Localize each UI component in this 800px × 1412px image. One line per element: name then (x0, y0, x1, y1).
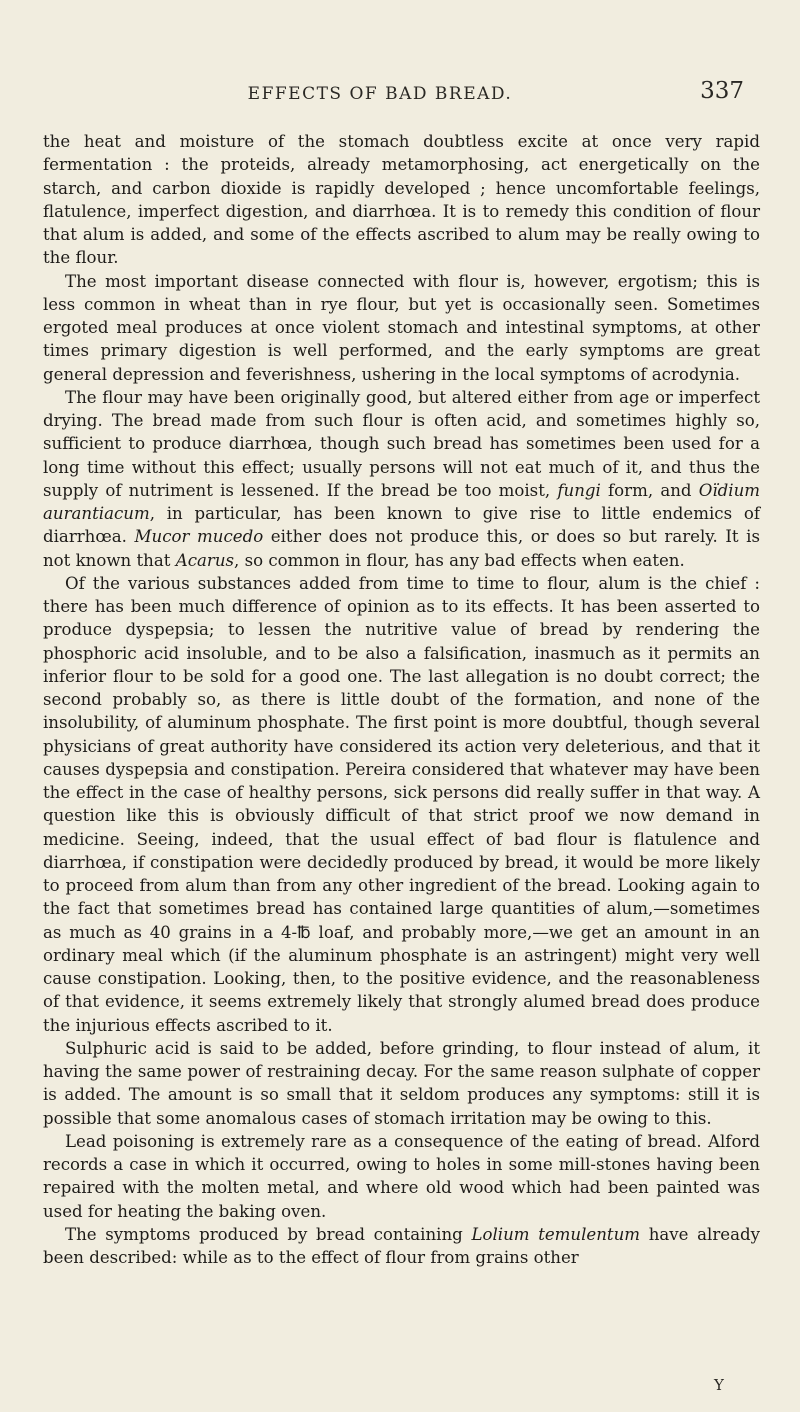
italic-text-run: Oïdium aurantiacum (43, 480, 760, 523)
text-run: , in particular, has been known to give rise to little endemics of diarrhœa. (43, 504, 760, 547)
italic-text-run: Lolium temulentum (471, 1224, 641, 1244)
running-title: EFFECTS OF BAD BREAD. (247, 84, 513, 104)
text-run: form, and (600, 480, 699, 500)
italic-text-run: fungi (557, 480, 601, 500)
body-text (43, 130, 760, 1269)
italic-text-run: Acarus (175, 550, 235, 570)
paragraph-6 (43, 1130, 760, 1223)
text-run: , so common in flour, has any bad effects when eaten. (234, 550, 685, 570)
paragraph-7 (43, 1223, 760, 1270)
paragraph-1 (43, 130, 760, 270)
text-run: The symptoms produced by bread containing (65, 1224, 472, 1244)
text-run: the heat and moisture of the stomach doubtless excite at once very rapid fermentation : the proteids, already metamorphosing, act energetically on the starch, and carbon dioxide is rapidly developed ; hence uncomfortable feelings, flatulence, imperfect digestion, and diarrhœa. It is to remedy this condition of flour that alum is added, and some of the effects ascribed to alum may be really owing to the flour. (43, 132, 760, 268)
text-run: Sulphuric acid is said to be added, before grinding, to flour instead of alum, it having the same power of restraining decay. For the same reason sulphate of copper is added. The amount is so small that it seldom produces any symptoms: still it is possible that some anomalous cases of stomach irritation may be owing to this. (43, 1038, 760, 1128)
paragraph-5 (43, 1037, 760, 1130)
text-run: either does not produce this, or does so but rarely. It is not known that (43, 527, 760, 570)
paragraph-3 (43, 386, 760, 572)
text-run: have already been described: while as to the effect of flour from grains other (43, 1224, 761, 1267)
signature-mark: Y (714, 1376, 724, 1394)
text-run: The most important disease connected with flour is, however, ergotism; this is less common in wheat than in rye flour, but yet is occasionally seen. Sometimes ergoted meal produces at once violent stomach and intestinal symptoms, at other times primary digestion is well performed, and the early symptoms are great general depression and feverishness, ushering in the local symptoms of acrodynia. (43, 271, 760, 384)
text-run: Lead poisoning is extremely rare as a consequence of the eating of bread. Alford records a case in which it occurred, owing to holes in some mill-stones having been repaired with the molten metal, and where old wood which had been painted was used for heating the baking oven. (43, 1131, 760, 1221)
paragraph-4 (43, 572, 760, 1037)
page-number: 337 (700, 78, 744, 104)
italic-text-run: Mucor mucedo (134, 527, 264, 547)
paragraph-2 (43, 270, 760, 386)
text-run: The flour may have been originally good, but altered either from age or imperfect drying. The bread made from such flour is often acid, and sometimes highly so, sufficient to produce diarrhœa, though such bread has sometimes been used for a long time without this effect; usually persons will not eat much of it, and thus the supply of nutriment is lessened. If the bread be too moist, (43, 387, 760, 500)
text-run: Of the various substances added from time to time to flour, alum is the chief : there has been much difference of opinion as to its effects. It has been asserted to produce dyspepsia; to lessen the nutritive value of bread by rendering the phosphoric acid insoluble, and to be also a falsification, inasmuch as it permits an inferior flour to be sold for a good one. The last allegation is no doubt correct; the second probably so, as there is little doubt of the formation, and none of the insolubility, of aluminum phosphate. The first point is more doubtful, though several physicians of great authority have considered its action very deleterious, and that it causes dyspepsia and constipation. Pereira considered that whatever may have been the effect in the case of healthy persons, sick persons did really suffer in that way. A question like this is obviously difficult of that strict proof we now demand in medicine. Seeing, indeed, that the usual effect of bad flour is flatulence and diarrhœa, if constipation were decidedly produced by bread, it would be more likely to proceed from alum than from any other ingredient of the bread. Looking again to the fact that sometimes bread has contained large quantities of alum,—sometimes as much as 40 grains in a 4-℔ loaf, and probably more,—we get an amount in an ordinary meal which (if the aluminum phosphate is an astringent) might very well cause constipation. Looking, then, to the positive evidence, and the reasonableness of that evidence, it seems extremely likely that strongly alumed bread does produce the injurious effects ascribed to it. (43, 573, 760, 1035)
